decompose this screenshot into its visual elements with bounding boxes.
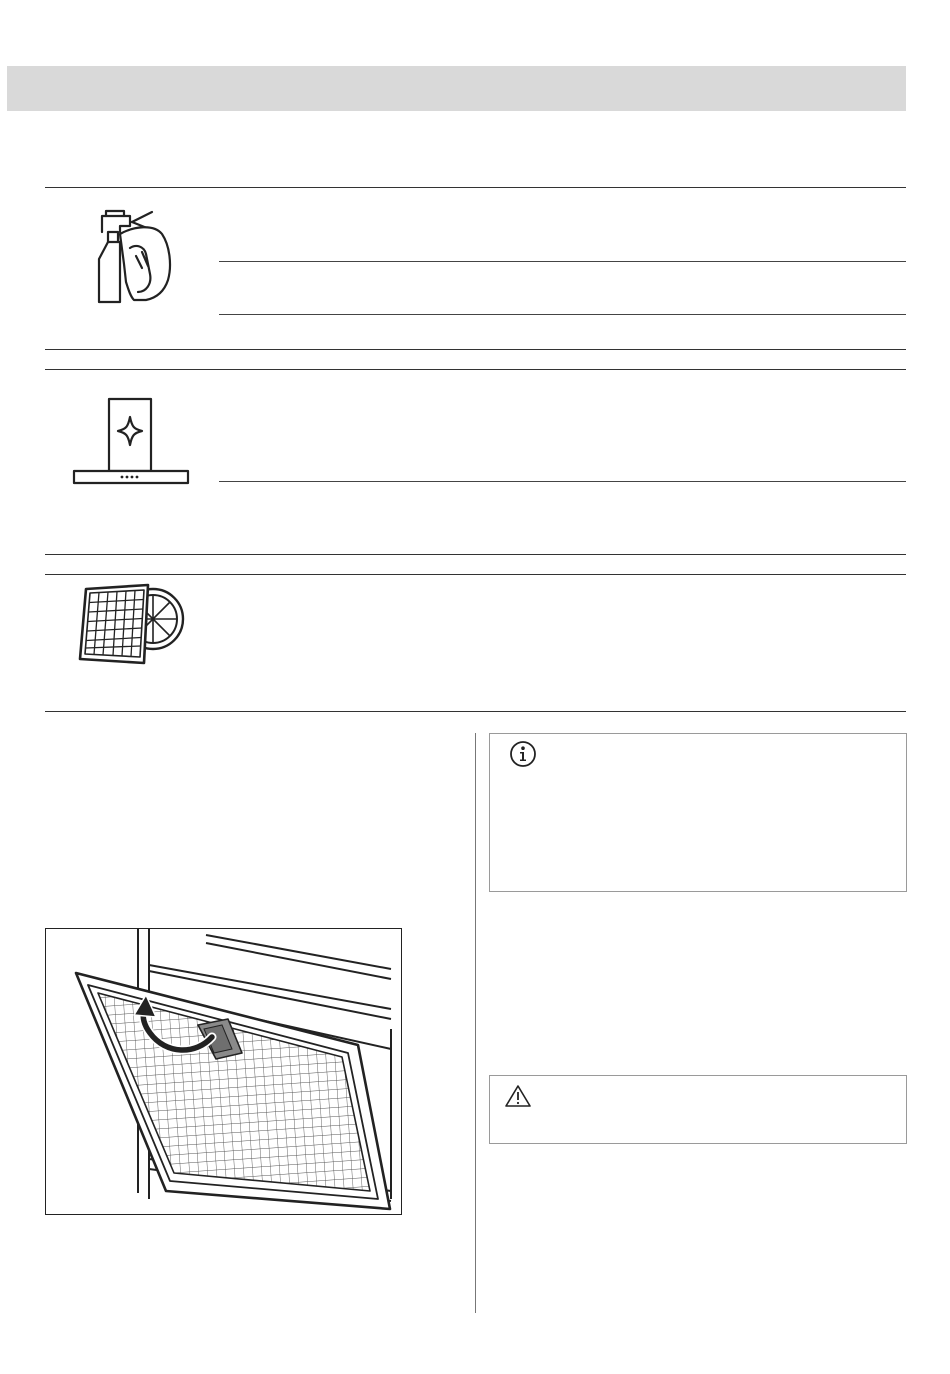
table-top-rule bbox=[45, 574, 906, 575]
table-bottom-rule bbox=[45, 711, 906, 712]
table-top-rule bbox=[45, 187, 906, 188]
warning-note-box bbox=[489, 1075, 907, 1144]
spray-bottle-cloth-icon bbox=[90, 204, 182, 306]
info-note-box bbox=[489, 733, 907, 892]
column-divider bbox=[475, 733, 476, 1313]
info-icon bbox=[509, 740, 537, 768]
row-divider bbox=[219, 261, 906, 262]
row-divider bbox=[219, 481, 906, 482]
row-divider bbox=[219, 314, 906, 315]
warning-triangle-icon bbox=[504, 1084, 532, 1108]
table-bottom-rule bbox=[45, 349, 906, 350]
table-top-rule bbox=[45, 369, 906, 370]
grease-carbon-filter-icon bbox=[78, 583, 186, 665]
section-header-bar bbox=[7, 66, 906, 111]
filter-removal-illustration bbox=[45, 928, 402, 1215]
cooker-hood-sparkle-icon bbox=[72, 397, 190, 487]
table-bottom-rule bbox=[45, 554, 906, 555]
